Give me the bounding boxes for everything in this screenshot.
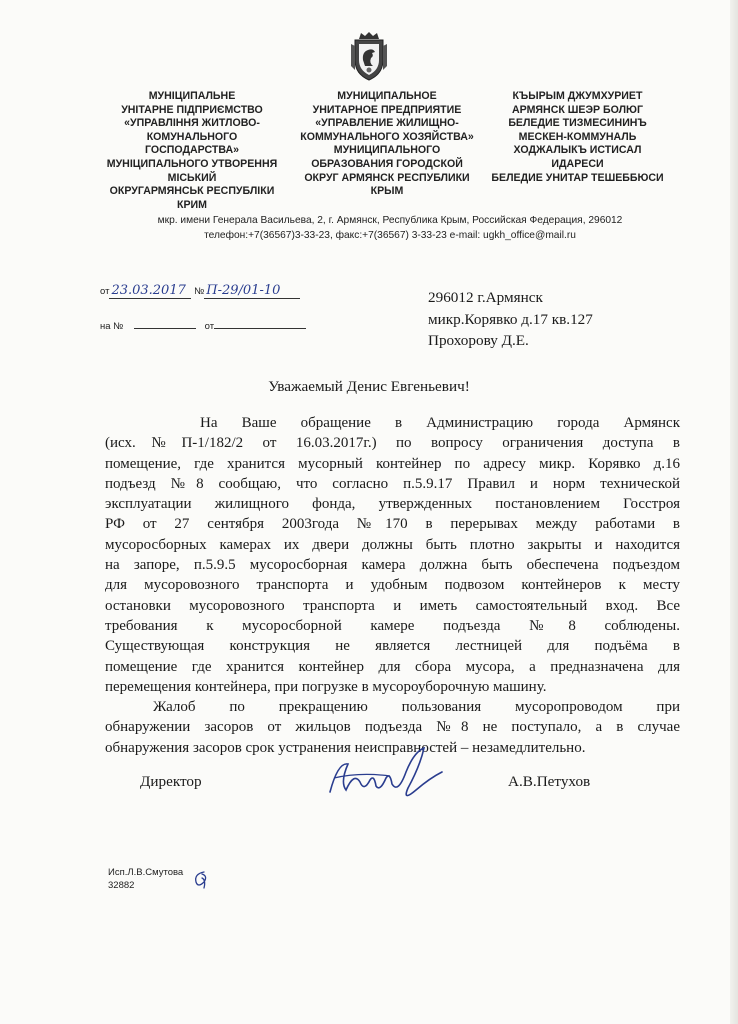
header-line: МУНІЦИПАЛЬНОГО УТВОРЕННЯ — [106, 157, 278, 170]
body-line: перемещения контейнера, при погрузке в мусороуборочную машину. — [105, 678, 547, 695]
body-line: на запоре, п.5.9.5 мусоросборная камера должна быть обеспечена подъездом — [105, 557, 680, 574]
header-line: ГОСПОДАРСТВА» — [145, 144, 239, 157]
body-line: требования к мусоросборной камере подъезда №8 соблюдены. — [105, 617, 680, 634]
body-line: эксплуатации жилищного фонда, утвержденных постановлением Госстроя — [105, 496, 680, 513]
header-line: КРЫМ — [370, 185, 404, 198]
header-line: ОБРАЗОВАНИЯ ГОРОДСКОЙ — [311, 157, 463, 170]
body-line: остановки мусоровозного транспорта и иметь самостоятельный вход. Все — [105, 597, 680, 614]
org-contacts: телефон:+7(36567)3-33-23, факс:+7(36567) 3-33-23 e-mail: ugkh_office@mail.ru — [204, 230, 576, 241]
body-line: Жалоб по прекращению пользования мусоропроводом при — [153, 699, 680, 716]
body-line: На Ваше обращение в Администрацию города Армянск — [200, 415, 680, 431]
header-line: КОММУНАЛЬНОГО ХОЗЯЙСТВА» — [300, 130, 474, 143]
header-line: КОМУНАЛЬНОГО — [146, 130, 238, 143]
header-line: УНІТАРНЕ ПІДПРИЄМСТВО — [121, 103, 263, 116]
header-line: БЕЛЕДИЕ ТИЗМЕСИНИНЪ — [508, 117, 647, 130]
header-line: МІСЬКИЙ — [167, 171, 217, 184]
header-line: «УПРАВЛЕНИЕ ЖИЛИЩНО- — [315, 117, 459, 130]
body-line: РФ от 27 сентября 2003года №170 в перерывах между работами в — [105, 516, 680, 533]
greeting: Уважаемый Денис Евгеньевич! — [268, 378, 470, 395]
header-line: ИДАРЕСИ — [551, 157, 604, 170]
header-line: КРИМ — [177, 198, 207, 211]
body-line: обнаружения засоров срок устранения неисправностей – незамедлительно. — [105, 739, 586, 756]
incoming-ot-label: от — [204, 321, 215, 332]
body-line: мусоросборных камерах их двери должны быть плотно закрыты и находится — [105, 536, 680, 553]
body-line: обнаружении засоров от жильцов подъезда №8 не поступало, а в случае — [105, 719, 680, 736]
header-line: «УПРАВЛІННЯ ЖИТЛОВО- — [124, 117, 260, 130]
paper-edge — [730, 0, 738, 1024]
body-line: помещение, где хранится мусорный контейнер по адресу микр. Корявко д.16 — [105, 455, 680, 472]
header-line: УНИТАРНОЕ ПРЕДПРИЯТИЕ — [312, 103, 462, 116]
incoming-number-blank — [134, 318, 196, 329]
outgoing-date: 23.03.2017 — [109, 283, 191, 299]
header-ukrainian — [92, 90, 292, 212]
executor-block — [108, 866, 183, 892]
outgoing-number: П-29/01-10 — [204, 283, 300, 299]
header-line: МУНИЦИПАЛЬНОЕ — [337, 90, 437, 102]
incoming-reference — [100, 318, 306, 332]
recipient-street: микр.Корявко д.17 кв.127 — [428, 310, 593, 328]
incoming-na-label: на № — [100, 321, 124, 332]
outgoing-prefix: от — [100, 286, 110, 297]
header-line: МУНИЦИПАЛЬНОГО — [333, 144, 441, 157]
body-line: для мусоровозного транспорта и удобным подвозом контейнеров к месту — [105, 577, 680, 594]
executor-phone: 32882 — [108, 880, 135, 891]
header-line: ОКРУГ АРМЯНСК РЕСПУБЛИКИ — [304, 171, 470, 184]
header-line: КЪЫРЫМ ДЖУМХУРИЕТ — [512, 90, 643, 102]
header-line: МЕСКЕН-КОММУНАЛЬ — [518, 130, 637, 143]
header-line: ОКРУГАРМЯНСЬК РЕСПУБЛІКИ — [109, 185, 275, 198]
header-line: МУНІЦИПАЛЬНЕ — [148, 90, 236, 102]
header-line: АРМЯНСК ШЕЭР БОЛЮГ — [512, 103, 643, 116]
executor-name: Исп.Л.В.Смутова — [108, 867, 184, 878]
header-crimean-tatar — [480, 90, 675, 185]
recipient-block — [428, 287, 593, 352]
body-line: (исх.№П-1/182/2 от 16.03.2017г.) по вопросу ограничения доступа в — [105, 435, 680, 452]
outgoing-no-label: № — [194, 286, 205, 297]
signatory-name: А.В.Петухов — [508, 773, 591, 790]
handwritten-initials — [190, 868, 212, 890]
signatory-role: Директор — [140, 773, 202, 790]
org-address: мкр. имени Генерала Васильева, 2, г. Армянск, Республика Крым, Российская Федерация, 296012 — [157, 215, 623, 226]
handwritten-signature — [320, 742, 450, 812]
incoming-date-blank — [214, 318, 306, 329]
header-russian — [292, 90, 482, 199]
recipient-city: 296012 г.Армянск — [428, 289, 543, 306]
header-line: БЕЛЕДИЕ УНИТАР ТЕШЕББЮСИ — [491, 171, 664, 184]
outgoing-reference — [100, 283, 300, 299]
crimea-coat-of-arms-icon — [349, 30, 389, 82]
body-line: Существующая конструкция не является лестницей для подъёма в — [105, 638, 680, 655]
body-line: подъезд №8 сообщаю, что согласно п.5.9.17 Правил и норм технической — [105, 475, 680, 492]
letter-body — [105, 413, 680, 758]
header-line: ХОДЖАЛЫКЪ ИСТИСАЛ — [513, 144, 642, 157]
body-line: помещение где хранится контейнер для сбора мусора, а предназначена для — [105, 658, 680, 675]
recipient-name: Прохорову Д.Е. — [428, 332, 529, 349]
